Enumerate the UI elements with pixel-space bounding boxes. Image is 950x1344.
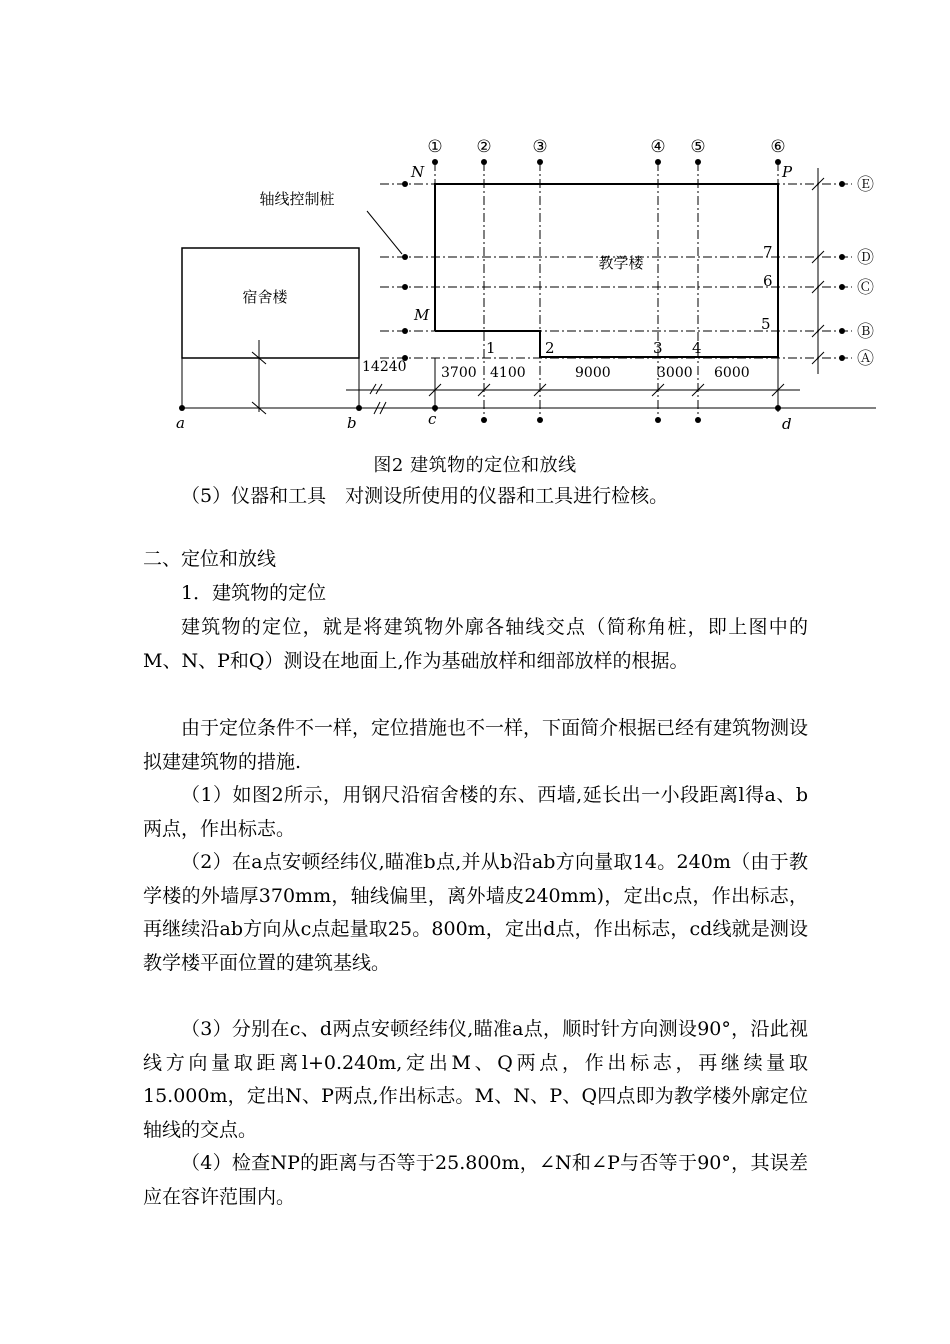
item-5-instruments: （5）仪器和工具 对测设所使用的仪器和工具进行检核。	[181, 485, 669, 507]
control-pile-label: 轴线控制桩	[259, 190, 335, 208]
axis-grid-lines	[380, 162, 852, 420]
point-number-3: 3	[653, 339, 663, 357]
corner-label-N: N	[411, 163, 425, 181]
figure-caption: 图2 建筑物的定位和放线	[373, 455, 577, 476]
point-number-5: 5	[761, 315, 771, 333]
axis-label-6: ⑥	[770, 137, 786, 157]
subsection-heading-1: 1．建筑物的定位	[181, 582, 327, 604]
paragraph-method-intro: 由于定位条件不一样，定位措施也不一样，下面简介根据已经有建筑物测设拟建建筑物的措施.	[143, 717, 809, 773]
point-number-7: 7	[763, 243, 773, 261]
axis-label-4: ④	[650, 137, 666, 157]
axis-label-A: Ⓐ	[857, 349, 874, 369]
step-1: （1）如图2所示，用钢尺沿宿舍楼的东、西墙,延长出一小段距离l得a、b两点，作出标志。	[143, 784, 808, 840]
step-2: （2）在a点安顿经纬仪,瞄准b点,并从b沿ab方向量取14。240m（由于教学楼的外墙厚370mm，轴线偏里，离外墙皮240mm)，定出c点，作出标志，再继续沿ab方向从c点起量取25。800m，定出d点，作出标志，cd线就是测设教学楼平面位置的建筑基线。	[143, 851, 808, 974]
dimension-9000: 9000	[575, 365, 611, 381]
dimension-3000: 3000	[657, 365, 693, 381]
point-number-1: 1	[486, 339, 496, 357]
dorm-building-label: 宿舍楼	[242, 288, 288, 306]
axis-label-C: Ⓒ	[857, 278, 874, 298]
axis-label-D: Ⓓ	[857, 248, 874, 268]
point-number-4: 4	[692, 339, 702, 357]
axis-label-1: ①	[427, 137, 443, 157]
dimension-6000: 6000	[714, 365, 750, 381]
point-number-6: 6	[763, 272, 773, 290]
axis-label-E: Ⓔ	[857, 175, 874, 195]
point-b: b	[347, 414, 357, 432]
teaching-building-label: 教学楼	[598, 254, 644, 272]
axis-label-2: ②	[476, 137, 492, 157]
axis-label-3: ③	[532, 137, 548, 157]
axis-label-5: ⑤	[690, 137, 706, 157]
point-c: c	[428, 410, 437, 428]
point-d: d	[782, 415, 792, 433]
point-a: a	[176, 414, 185, 432]
step-3: （3）分别在c、d两点安顿经纬仪,瞄准a点，顺时针方向测设90°，沿此视线方向量取距离l+0.240m,定出M、Q两点，作出标志，再继续量取15.000m，定出N、P两点,作出标志。M、N、P、Q四点即为教学楼外廓定位轴线的交点。	[143, 1018, 808, 1141]
axis-label-B: Ⓑ	[857, 322, 874, 342]
corner-label-M: M	[414, 306, 430, 324]
step-4: （4）检查NP的距离与否等于25.800m，∠N和∠P与否等于90°，其误差应在容许范围内。	[143, 1152, 808, 1208]
paragraph-positioning-definition: 建筑物的定位，就是将建筑物外廓各轴线交点（简称角桩，即上图中的M、N、P和Q）测设在地面上,作为基础放样和细部放样的根据。	[143, 616, 808, 672]
dimension-4100: 4100	[490, 365, 526, 381]
dimension-3700: 3700	[441, 365, 477, 381]
corner-label-P: P	[782, 163, 793, 181]
section-heading-2: 二、定位和放线	[143, 548, 277, 570]
dimension-14240: 14240	[362, 359, 407, 375]
point-number-2: 2	[545, 339, 555, 357]
building-layout-figure	[0, 0, 950, 450]
